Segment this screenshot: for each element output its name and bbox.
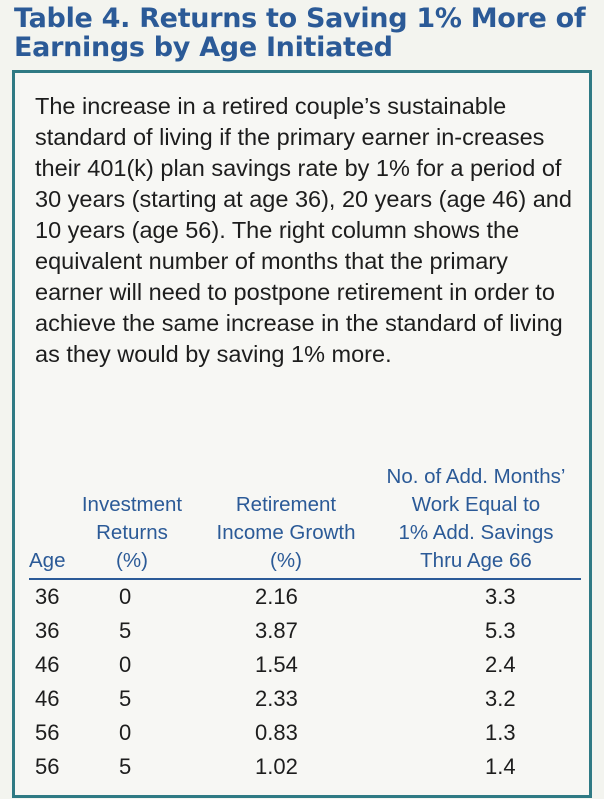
- table-box: [12, 70, 592, 798]
- table-title-line-2: Earnings by Age Initiated: [14, 32, 393, 63]
- header-additional-months: [371, 463, 581, 575]
- table-row: [15, 682, 589, 716]
- cell-age: 56: [35, 754, 60, 779]
- header-investment-returns: [67, 491, 197, 575]
- header-age: Age: [29, 549, 66, 572]
- cell-income-growth: 2.33: [255, 686, 298, 711]
- cell-months: 1.3: [485, 720, 516, 745]
- table-row: [15, 648, 589, 682]
- table-row: [15, 716, 589, 750]
- cell-months: 3.2: [485, 686, 516, 711]
- table-row: [15, 614, 589, 648]
- header-months-line-2: Work Equal to: [411, 493, 541, 516]
- cell-age: 46: [35, 686, 60, 711]
- cell-months: 1.4: [485, 754, 516, 779]
- header-months-line-3: 1% Add. Savings: [398, 521, 554, 544]
- header-months-line-4: Thru Age 66: [420, 549, 532, 572]
- cell-age: 36: [35, 584, 60, 609]
- table-row: [15, 580, 589, 614]
- cell-age: 56: [35, 720, 60, 745]
- cell-income-growth: 1.54: [255, 652, 298, 677]
- cell-returns: 5: [119, 618, 132, 643]
- cell-income-growth: 0.83: [255, 720, 298, 745]
- cell-returns: 0: [119, 584, 132, 609]
- cell-income-growth: 3.87: [255, 618, 298, 643]
- cell-months: 2.4: [485, 652, 516, 677]
- header-returns-line-3: (%): [116, 549, 148, 572]
- header-income-line-2: Income Growth: [216, 521, 356, 544]
- cell-age: 46: [35, 652, 60, 677]
- cell-returns: 0: [119, 652, 132, 677]
- cell-income-growth: 1.02: [255, 754, 298, 779]
- header-returns-line-1: Investment: [81, 493, 183, 516]
- cell-months: 5.3: [485, 618, 516, 643]
- returns-table: [15, 73, 589, 795]
- cell-income-growth: 2.16: [255, 584, 298, 609]
- header-income-line-3: (%): [270, 549, 302, 572]
- cell-returns: 5: [119, 686, 132, 711]
- cell-months: 3.3: [485, 584, 516, 609]
- table-description: The increase in a retired couple’s sustainable standard of living if the primary earner in-creases their 401(k) plan savings rate by 1% for a period of 30 years (starting at age 36), 20 years (age 46) and 10 years (age 56). The right column shows the equivalent number of months that the primary earner will need to postpone retirement in order to achieve the same increase in the standard of living as they would by saving 1% more.: [35, 93, 572, 367]
- header-returns-line-2: Returns: [96, 521, 168, 544]
- cell-returns: 0: [119, 720, 132, 745]
- cell-age: 36: [35, 618, 60, 643]
- header-income-line-1: Retirement: [235, 493, 337, 516]
- header-income-growth: [201, 491, 371, 575]
- table-row: [15, 750, 589, 784]
- table-title-line-1: Table 4. Returns to Saving 1% More of: [14, 3, 586, 34]
- cell-returns: 5: [119, 754, 132, 779]
- table-title: [14, 4, 594, 62]
- header-months-line-1: No. of Add. Months’: [386, 465, 566, 488]
